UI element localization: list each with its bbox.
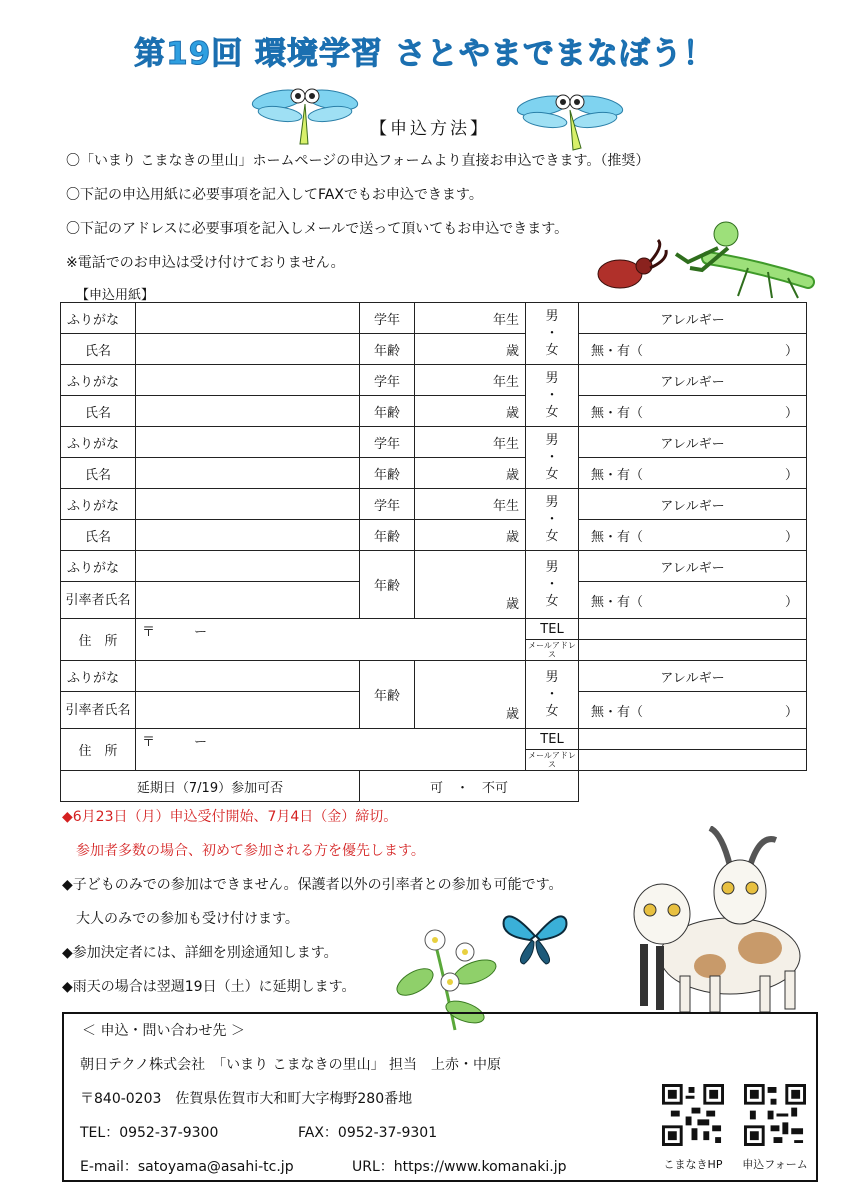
qr-code-homepage[interactable] (662, 1084, 724, 1146)
guardian-furigana-field[interactable] (136, 551, 360, 582)
grade-label: 学年 (360, 427, 415, 458)
furigana-field[interactable] (136, 365, 360, 396)
note-deadline: ◆6月23日（月）申込受付開始、7月4日（金）締切。 (62, 809, 398, 825)
contact-box (62, 1012, 818, 1182)
mantis-illustration (668, 218, 818, 300)
postpone-choice[interactable]: 可 ・ 不可 (360, 771, 579, 802)
contact-address: 〒840-0203 佐賀県佐賀市大和町大字梅野280番地 (80, 1091, 413, 1107)
furigana-label: ふりがな (61, 489, 136, 520)
furigana-field[interactable] (136, 427, 360, 458)
address-label: 住 所 (61, 619, 136, 661)
qr-label-form: 申込フォーム (742, 1158, 808, 1171)
sex-choice[interactable]: 男 ・ 女 (526, 551, 579, 619)
mail-field[interactable] (579, 750, 807, 771)
note-adults: 大人のみでの参加も受け付けます。 (62, 911, 299, 927)
contact-email[interactable]: E-mail：satoyama@asahi-tc.jp (80, 1159, 294, 1175)
tel-label: TEL (526, 729, 579, 750)
grade-label: 学年 (360, 303, 415, 334)
name-label: 氏名 (61, 334, 136, 365)
allergy-label: アレルギー (579, 365, 807, 396)
grade-field[interactable]: 年生 (415, 489, 526, 520)
guardian-name-label: 引率者氏名 (61, 692, 136, 729)
age-label: 年齢 (360, 661, 415, 729)
tel-label: TEL (526, 619, 579, 640)
method-line: 〇下記の申込用紙に必要事項を記入してFAXでもお申込できます。 (66, 187, 483, 203)
name-field[interactable] (136, 520, 360, 551)
grade-field[interactable]: 年生 (415, 303, 526, 334)
allergy-field[interactable]: 無・有（ ） (579, 582, 807, 619)
allergy-field[interactable]: 無・有（ ） (579, 692, 807, 729)
allergy-label: アレルギー (579, 427, 807, 458)
sex-choice[interactable]: 男 ・ 女 (526, 661, 579, 729)
address-field[interactable]: 〒 ー (136, 729, 526, 771)
dragonfly-illustration-right (515, 84, 625, 154)
furigana-label: ふりがな (61, 365, 136, 396)
grade-label: 学年 (360, 365, 415, 396)
sex-choice[interactable]: 男 ・ 女 (526, 365, 579, 427)
grade-label: 学年 (360, 489, 415, 520)
contact-company: 朝日テクノ株式会社 「いまり こまなきの里山」 担当 上赤・中原 (80, 1057, 502, 1073)
name-field[interactable] (136, 334, 360, 365)
note-priority: 参加者多数の場合、初めて参加される方を優先します。 (62, 843, 425, 859)
allergy-field[interactable]: 無・有（ ） (579, 520, 807, 551)
furigana-label: ふりがな (61, 661, 136, 692)
allergy-label: アレルギー (579, 303, 807, 334)
tel-field[interactable] (579, 729, 807, 750)
name-label: 氏名 (61, 520, 136, 551)
mail-label: メールアドレス (526, 640, 579, 661)
age-label: 年齢 (360, 396, 415, 427)
tel-field[interactable] (579, 619, 807, 640)
method-line: ※電話でのお申込は受け付けておりません。 (66, 255, 345, 271)
method-heading: 【申込方法】 (370, 119, 490, 139)
age-field[interactable]: 歳 (415, 396, 526, 427)
sex-choice[interactable]: 男 ・ 女 (526, 427, 579, 489)
age-field[interactable]: 歳 (415, 334, 526, 365)
goats-illustration (610, 826, 810, 1016)
age-label: 年齢 (360, 334, 415, 365)
butterfly-illustration (500, 906, 570, 966)
stag-beetle-illustration (592, 238, 672, 298)
form-label: 【申込用紙】 (76, 288, 155, 303)
name-label: 氏名 (61, 458, 136, 489)
postpone-label: 延期日（7/19）参加可否 (61, 771, 360, 802)
allergy-field[interactable]: 無・有（ ） (579, 334, 807, 365)
note-notification: ◆参加決定者には、詳細を別途通知します。 (62, 945, 338, 961)
allergy-field[interactable]: 無・有（ ） (579, 458, 807, 489)
contact-tel: TEL：0952-37-9300 (80, 1125, 219, 1141)
qr-code-form[interactable] (744, 1084, 806, 1146)
guardian-name-label: 引率者氏名 (61, 582, 136, 619)
guardian-furigana-field[interactable] (136, 661, 360, 692)
qr-label-homepage: こまなきHP (663, 1158, 723, 1171)
age-field[interactable]: 歳 (415, 520, 526, 551)
age-label: 年齢 (360, 458, 415, 489)
contact-url[interactable]: URL：https://www.komanaki.jp (352, 1159, 567, 1175)
allergy-field[interactable]: 無・有（ ） (579, 396, 807, 427)
guardian-name-field[interactable] (136, 582, 360, 619)
page-title: 第19回 環境学習 さとやまでまなぼう！ (134, 36, 715, 72)
allergy-label: アレルギー (579, 489, 807, 520)
mail-label: メールアドレス (526, 750, 579, 771)
mail-field[interactable] (579, 640, 807, 661)
method-line: 〇「いまり こまなきの里山」ホームページの申込フォームより直接お申込できます。（推奨） (66, 153, 650, 169)
furigana-label: ふりがな (61, 303, 136, 334)
sex-choice[interactable]: 男 ・ 女 (526, 489, 579, 551)
grade-field[interactable]: 年生 (415, 365, 526, 396)
name-label: 氏名 (61, 396, 136, 427)
application-form (60, 302, 807, 802)
furigana-label: ふりがな (61, 427, 136, 458)
note-rain: ◆雨天の場合は翌週19日（土）に延期します。 (62, 979, 356, 995)
age-label: 年齢 (360, 551, 415, 619)
guardian-age-field[interactable]: 歳 (415, 661, 526, 729)
age-field[interactable]: 歳 (415, 458, 526, 489)
allergy-label: アレルギー (579, 551, 807, 582)
allergy-label: アレルギー (579, 661, 807, 692)
grade-field[interactable]: 年生 (415, 427, 526, 458)
furigana-field[interactable] (136, 303, 360, 334)
address-field[interactable]: 〒 ー (136, 619, 526, 661)
sex-choice[interactable]: 男 ・ 女 (526, 303, 579, 365)
method-line: 〇下記のアドレスに必要事項を記入しメールで送って頂いてもお申込できます。 (66, 221, 569, 237)
furigana-field[interactable] (136, 489, 360, 520)
age-label: 年齢 (360, 520, 415, 551)
name-field[interactable] (136, 396, 360, 427)
furigana-label: ふりがな (61, 551, 136, 582)
address-label: 住 所 (61, 729, 136, 771)
note-children: ◆子どものみでの参加はできません。保護者以外の引率者との参加も可能です。 (62, 877, 563, 893)
contact-heading: ＜ 申込・問い合わせ先 ＞ (82, 1023, 245, 1039)
name-field[interactable] (136, 458, 360, 489)
guardian-name-field[interactable] (136, 692, 360, 729)
guardian-age-field[interactable]: 歳 (415, 551, 526, 619)
contact-fax: FAX：0952-37-9301 (298, 1125, 438, 1141)
